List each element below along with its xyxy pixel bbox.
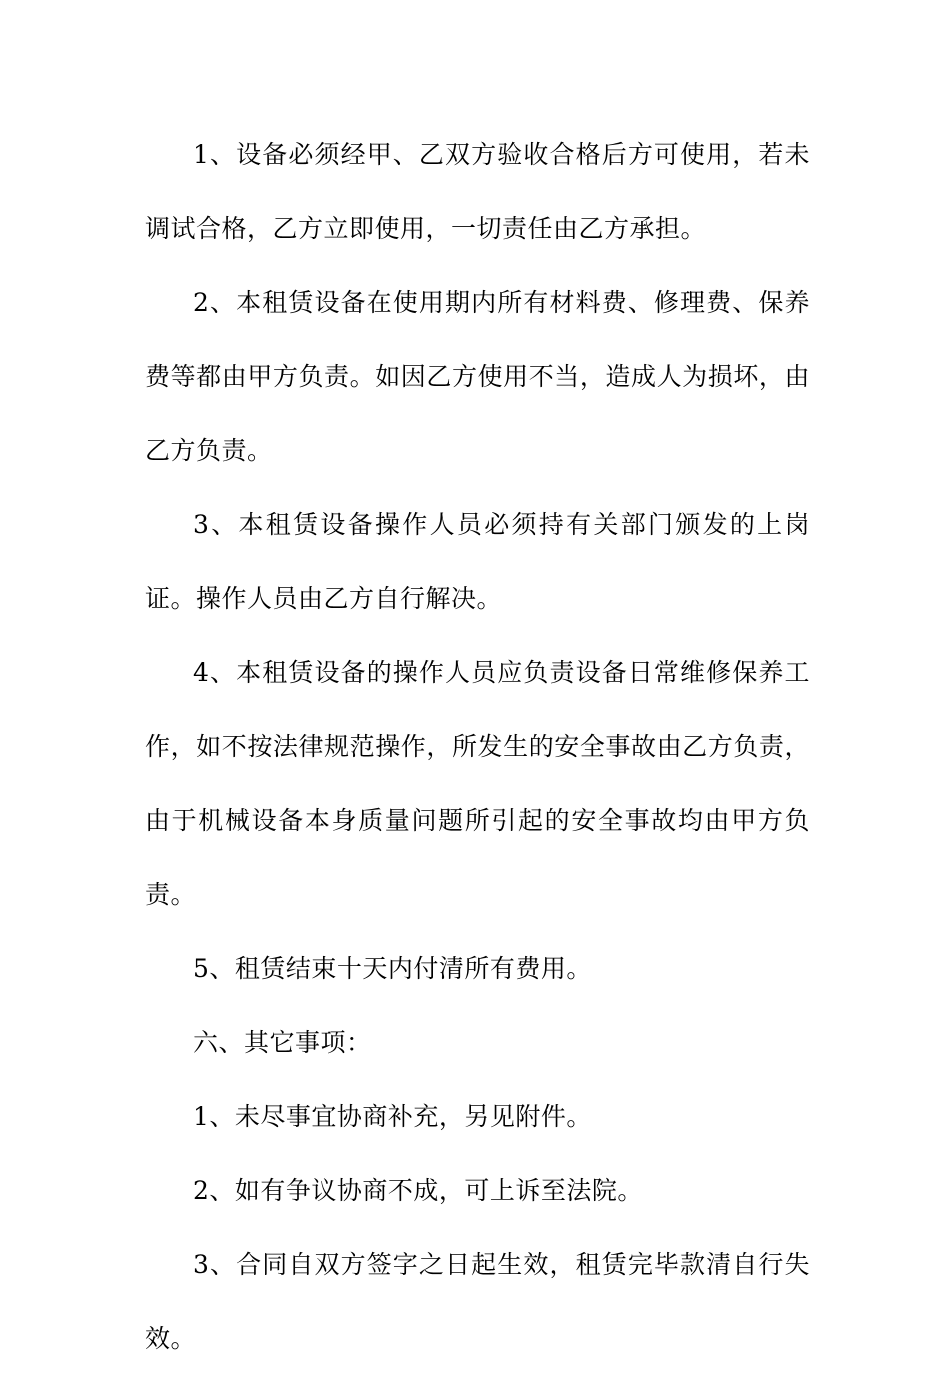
clause-supplementary-matters: 1、未尽事宜协商补充，另见附件。	[193, 1102, 592, 1131]
clause-equipment-acceptance: 1、设备必须经甲、乙双方验收合格后方可使用，若未调试合格，乙方立即使用，一切责任由乙方承担。	[145, 140, 810, 243]
document-body	[145, 118, 810, 1376]
clause-contract-validity: 3、合同自双方签字之日起生效，租赁完毕款清自行失效。	[145, 1250, 810, 1353]
section-heading-other-matters: 六、其它事项：	[193, 1028, 372, 1057]
clause-operator-certificate: 3、本租赁设备操作人员必须持有关部门颁发的上岗证。操作人员由乙方自行解决。	[145, 510, 810, 613]
clause-payment-terms: 5、租赁结束十天内付清所有费用。	[193, 954, 592, 983]
clause-maintenance-costs: 2、本租赁设备在使用期内所有材料费、修理费、保养费等都由甲方负责。如因乙方使用不当，造成人为损坏，由乙方负责。	[145, 288, 810, 465]
clause-dispute-resolution: 2、如有争议协商不成，可上诉至法院。	[193, 1176, 643, 1205]
clause-safety-responsibility: 4、本租赁设备的操作人员应负责设备日常维修保养工作，如不按法律规范操作，所发生的安全事故由乙方负责，由于机械设备本身质量问题所引起的安全事故均由甲方负责。	[145, 658, 810, 909]
